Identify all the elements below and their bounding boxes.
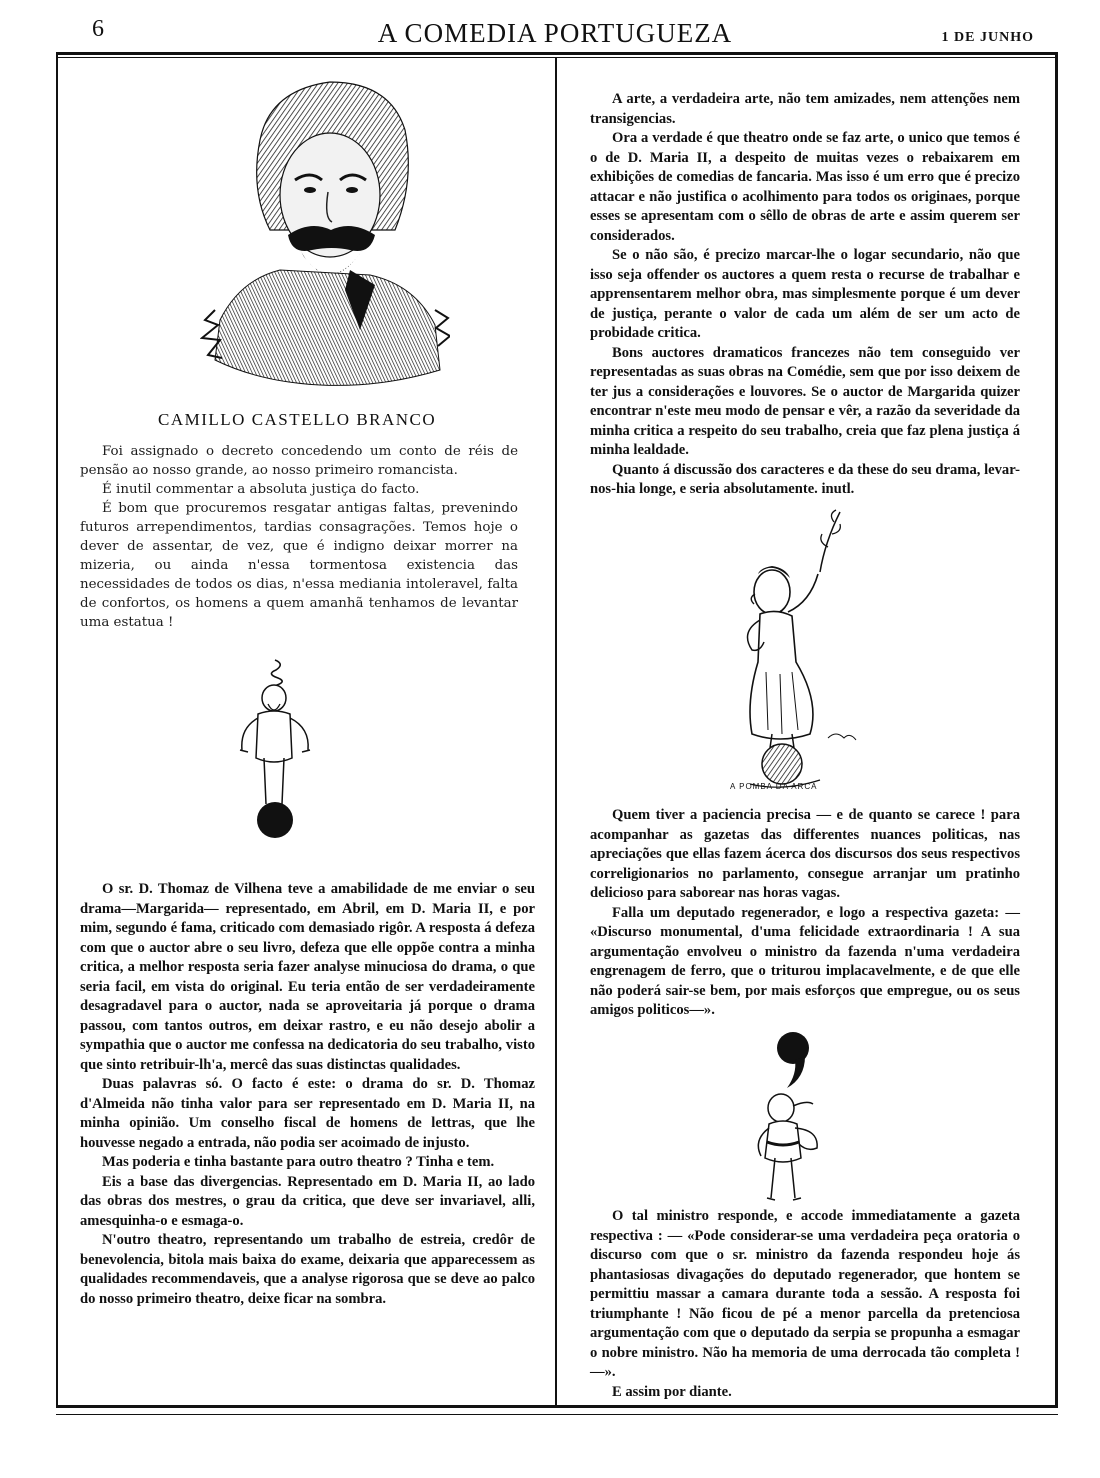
paragraph: E assim por diante. bbox=[612, 1383, 732, 1400]
paragraph: Se o não são, é precizo marcar-lhe o logar secundario, não que isso seja offender os auctores a quem resta o recurse de trabalhar e apprensentarem melhor obra, mas simplesmente porque é um dever de justiça, perante o valor de cada um além de ser um acto de probidade critica. bbox=[590, 247, 1020, 341]
caricature-pomba-da-arca bbox=[710, 502, 880, 792]
article-thomaz-vilhena bbox=[80, 880, 535, 1309]
caricature-drawing bbox=[735, 1030, 845, 1210]
paragraph: É bom que procuremos resgatar antigas faltas, prevenindo futuros arrependimentos, tardias consagrações. Temos hoje o dever de assentar, de vez, que é indigno deixar morrer na mizeria, ou ainda n'essa tormentosa existencia das necessidades de todos os dias, n'essa mediania intoleravel, falta de confortos, os homens a quem amanhã tenhamos de levantar uma estatua ! bbox=[80, 501, 518, 630]
article-heading-camillo: CAMILLO CASTELLO BRANCO bbox=[158, 410, 437, 429]
paragraph: Bons auctores dramaticos francezes não tem conseguido ver representadas as suas obras na Comédie, sem que por isso deixem de ter jus a considerações e louvores. Se o auctor de Margarida quizer encontrar n'este meu modo de pensar e vêr, a razão da severidade da minha critica a respeito do seu trabalho, creia que faz plena justiça á minha lealdade. bbox=[590, 344, 1020, 458]
issue-date: 1 DE JUNHO bbox=[941, 30, 1034, 45]
paragraph: É inutil commentar a absoluta justiça do facto. bbox=[102, 482, 420, 497]
caricature-drawing bbox=[710, 502, 880, 792]
paragraph: Quem tiver a paciencia precisa — e de quanto se carece ! para acompanhar as gazetas das differentes nuances politicas, nas apreciações que ellas fazem ácerca dos discursos dos seus respectivos correligionarios no parlamento, consegue arranjar um pratinho delicioso para saborear nas horas vagas. bbox=[590, 807, 1020, 901]
caricature-caption: A POMBA DA ARCA bbox=[730, 782, 818, 791]
article-critica-continued bbox=[590, 90, 1020, 500]
paragraph: Mas poderia e tinha bastante para outro theatro ? Tinha e tem. bbox=[102, 1154, 495, 1170]
paragraph: N'outro theatro, representando um trabalho de estreia, credôr de benevolencia, bitola mais baixa do exame, deixaria que apparecessem as qualidades recommendaveis, que a analyse rigorosa que se deve ao palco do nosso primeiro theatro, deixe ficar na sombra. bbox=[80, 1232, 535, 1307]
paragraph: A arte, a verdadeira arte, não tem amizades, nem attenções nem transigencias. bbox=[590, 91, 1020, 127]
publication-title: A COMEDIA PORTUGUEZA bbox=[377, 18, 733, 48]
camillo-portrait-image bbox=[200, 70, 450, 390]
paragraph: Ora a verdade é que theatro onde se faz arte, o unico que temos é o de D. Maria II, a despeito de muitas vezes o rebaixarem em exhibições de comedias de fancaria. Mas isso é um erro que é precizo attacar e não justifica o acolhimento para todos os originaes, porque esses se apresentam com o sêllo de obras de arte e assim querem ser considerados. bbox=[590, 130, 1020, 244]
article-ministro-responde bbox=[590, 1207, 1020, 1402]
column-divider bbox=[555, 57, 557, 1408]
paragraph: Falla um deputado regenerador, e logo a respectiva gazeta: — «Discurso monumental, d'uma felicidade extraordinaria ! A sua argumentação envolveu o ministro da fazenda n'uma verdadeira engrenagem de ferro, que o triturou implacavelmente, e de que elle não poderá sair-se bem, por mais esforços que empregue, ou os seus amigos politicos—». bbox=[590, 904, 1020, 1018]
frame-bottom-rule bbox=[56, 1414, 1058, 1415]
page-header bbox=[70, 10, 1040, 54]
paragraph: Quanto á discussão dos caracteres e da these do seu drama, levar-nos-hia longe, e seria absolutamente. inutl. bbox=[590, 461, 1020, 497]
paragraph: Eis a base das divergencias. Representado em D. Maria II, ao lado das obras dos mestres, o grau da critica, que deve ser invariavel, alli, amesquinha-o e esmaga-o. bbox=[80, 1173, 535, 1229]
paragraph: Duas palavras só. O facto é este: o drama do sr. D. Thomaz d'Almeida não tinha valor para ser representado em D. Maria II, na minha opinião. Um conselho fiscal de homens de lettras, que lhe houvesse negado a entrada, não podia ser acoimado de injusto. bbox=[80, 1076, 535, 1151]
caricature-figure-with-comma bbox=[735, 1030, 845, 1210]
article-gazetas bbox=[590, 806, 1020, 1021]
caricature-drawing bbox=[220, 658, 330, 848]
paragraph: Foi assignado o decreto concedendo um conto de réis de pensão ao nosso grande, ao nosso primeiro romancista. bbox=[80, 444, 518, 478]
paragraph: O sr. D. Thomaz de Vilhena teve a amabilidade de me enviar o seu drama—Margarida— representado, em Abril, em D. Maria II, e por mim, segundo é fama, criticado com demasiado rigôr. A resposta á defeza com que o auctor abre o seu livro, defeza que elle oppõe contra a minha critica, a melhor resposta seria fazer analyse minuciosa do drama, o que seria facil, em vista do original. Eu teria então de ser verdadeiramente desagradavel para o auctor, nada se aproveitaria já porque o drama passou, com tantos outros, em deixar rastro, e eu não desejo abolir a sympathia que o auctor me confessa na dedicatoria do seu trabalho, visto que sinto retribuir-lh'a, mercê das suas distinctas qualidades. bbox=[80, 881, 535, 1073]
page-number: 6 bbox=[92, 16, 104, 42]
portrait-engraving bbox=[200, 70, 450, 390]
article-camillo bbox=[80, 442, 518, 632]
paragraph: O tal ministro responde, e accode immediatamente a gazeta respectiva : — «Pode considerar-se uma verdadeira peça oratoria o discurso com que o sr. ministro da fazenda respondeu hoje ás phantasiosas divagações do deputado regenerador, que hontem se permittiu massar a camara durante toda a sessão. A resposta foi triumphante ! Não ficou de pé a menor parcella da pretenciosa argumentação com que o deputado da serpia se propunha a esmagar o nobre ministro. Não ha memoria de uma derrocada tão completa !—». bbox=[590, 1208, 1020, 1380]
frame-rule bbox=[56, 57, 1058, 58]
caricature-figure-on-ball bbox=[220, 658, 330, 848]
